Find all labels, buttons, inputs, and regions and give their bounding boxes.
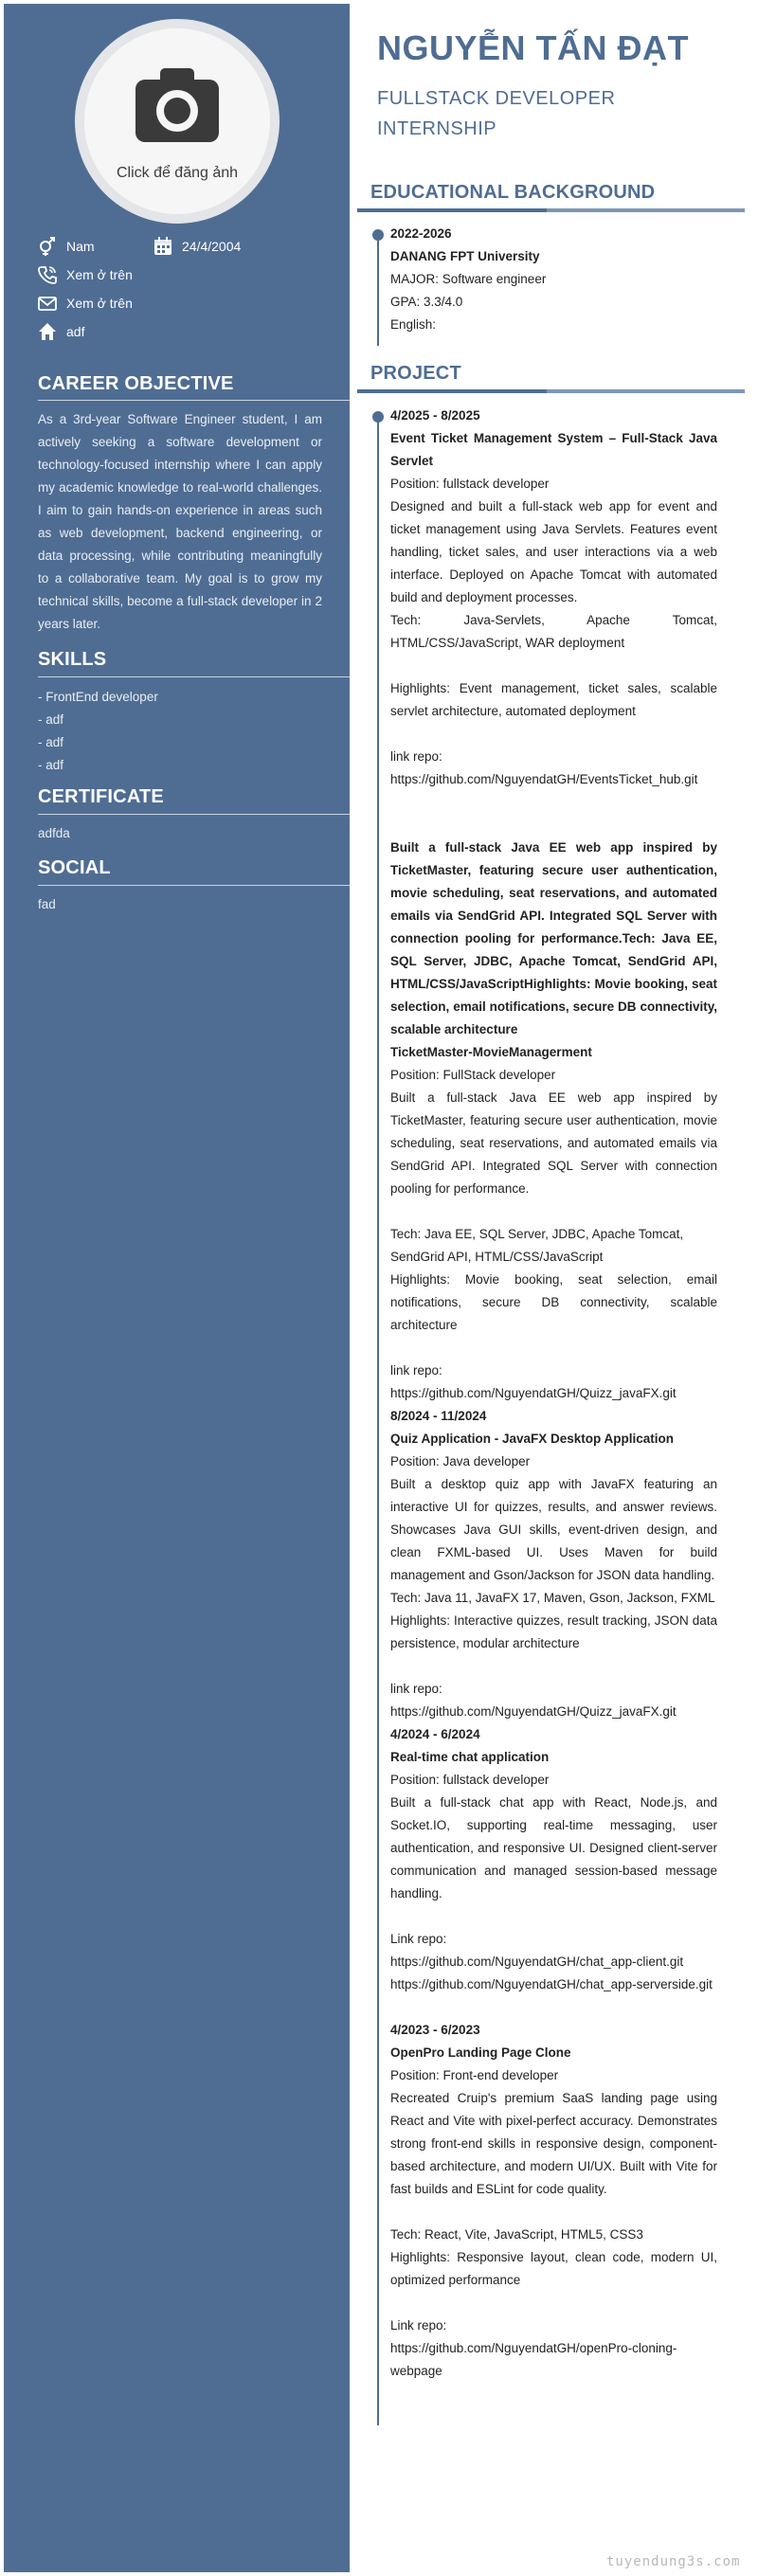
- phone-icon: [38, 265, 57, 284]
- certificate-heading: CERTIFICATE: [38, 786, 164, 807]
- calendar-icon: [153, 237, 172, 256]
- social-text: fad: [38, 897, 56, 911]
- project-repo-label: Link repo:: [390, 1932, 447, 1946]
- project-period: 8/2024 - 11/2024: [390, 1409, 487, 1423]
- project-repo-label: link repo:: [390, 1363, 442, 1378]
- candidate-role: FULLSTACK DEVELOPER INTERNSHIP: [377, 88, 616, 139]
- birthday-row: [153, 237, 241, 256]
- project-name: OpenPro Landing Page Clone: [390, 2045, 571, 2060]
- email-row: [38, 294, 133, 313]
- project-heading: PROJECT: [370, 363, 461, 384]
- project-repo-label: link repo:: [390, 749, 442, 764]
- skills-divider: [38, 676, 350, 677]
- envelope-icon: [38, 294, 57, 313]
- education-divider: [357, 208, 745, 212]
- project-repo-link[interactable]: https://github.com/NguyendatGH/EventsTicket_hub.git: [390, 772, 698, 786]
- avatar-upload-label: Click để đăng ảnh: [116, 165, 239, 181]
- skills-list: [38, 686, 322, 777]
- avatar[interactable]: [75, 19, 280, 224]
- career-objective-text: As a 3rd-year Software Engineer student, I am actively seeking a software development or technology-focused internship where I can apply my academic knowledge to real-world challenges. I aim to gain hands-on experience in areas such as web development, backend engineering, or data processing, while contributing meaningfully to a collaborative team. My goal is to grow my technical skills, become a full-stack developer in 2 years later.: [38, 412, 322, 631]
- skill-item: - adf: [38, 735, 64, 749]
- project-repo-link[interactable]: https://github.com/NguyendatGH/chat_app-serverside.git: [390, 1977, 713, 1991]
- home-icon: [38, 322, 57, 341]
- certificate-divider: [38, 814, 350, 815]
- address-value: adf: [66, 324, 85, 339]
- project-period: 4/2025 - 8/2025: [390, 408, 480, 423]
- social-divider: [38, 885, 350, 886]
- project-repo-label: link repo:: [390, 1682, 442, 1696]
- project-position: Position: Front-end developer: [390, 2068, 559, 2082]
- project-tech: Tech: Java 11, JavaFX 17, Maven, Gson, Jackson, FXML: [390, 1591, 715, 1605]
- project-name: TicketMaster-MovieManagerment: [390, 1045, 592, 1059]
- education-gpa: GPA: 3.3/4.0: [390, 295, 463, 309]
- skill-item: - FrontEnd developer: [38, 690, 158, 704]
- career-divider: [38, 400, 350, 401]
- gender-row: [38, 237, 95, 256]
- project-summary: Built a full-stack Java EE web app inspired by TicketMaster, featuring secure user authentication, movie scheduling, seat reservations, and automated emails via SendGrid API. Integrated SQL Server with connection pooling for performance.Tech: Java EE, SQL Server, JDBC, Apache Tomcat, SendGrid API, HTML/CSS/JavaScriptHighlights: Movie booking, seat selection, email notifications, secure DB connectivity, scalable architecture: [390, 840, 717, 1036]
- phone-value: Xem ở trên: [66, 267, 133, 282]
- project-highlights: Highlights: Movie booking, seat selection, email notifications, secure DB connectivity, scalable architecture: [390, 1272, 717, 1332]
- skill-item: - adf: [38, 712, 64, 727]
- sidebar: [4, 4, 350, 2572]
- education-timeline: [377, 232, 379, 346]
- email-value: Xem ở trên: [66, 296, 133, 311]
- project-tech: Tech: Java EE, SQL Server, JDBC, Apache Tomcat, SendGrid API, HTML/CSS/JavaScript: [390, 1227, 684, 1264]
- certificate-text: adfda: [38, 826, 70, 840]
- phone-row: [38, 265, 133, 284]
- project-highlights: Highlights: Interactive quizzes, result tracking, JSON data persistence, modular architecture: [390, 1613, 717, 1650]
- project-description: Recreated Cruip's premium SaaS landing page using React and Vite with pixel-perfect accuracy. Demonstrates strong front-end skills in responsive design, component-based architecture, and modern UI/UX. Built with Vite for fast builds and ESLint for code quality.: [390, 2091, 717, 2196]
- project-position: Position: Java developer: [390, 1454, 531, 1468]
- social-heading: SOCIAL: [38, 857, 111, 878]
- project-highlights: Highlights: Responsive layout, clean code, modern UI, optimized performance: [390, 2250, 717, 2287]
- career-objective-heading: CAREER OBJECTIVE: [38, 373, 234, 394]
- project-repo-label: Link repo:: [390, 2318, 447, 2333]
- project-repo-link[interactable]: https://github.com/NguyendatGH/openPro-cloning-webpage: [390, 2341, 677, 2378]
- gender-value: Nam: [66, 239, 95, 254]
- project-description: Built a desktop quiz app with JavaFX featuring an interactive UI for quizzes, results, and answer reviews. Showcases Java GUI skills, event-driven design, and clean FXML-based UI. Uses Maven for build management and Gson/Jackson for JSON data handling.: [390, 1477, 717, 1582]
- project-repo-link[interactable]: https://github.com/NguyendatGH/chat_app-client.git: [390, 1955, 684, 1969]
- education-heading: EDUCATIONAL BACKGROUND: [370, 182, 656, 203]
- project-period: 4/2024 - 6/2024: [390, 1727, 480, 1741]
- avatar-upload-area[interactable]: [84, 28, 270, 214]
- education-major: MAJOR: Software engineer: [390, 272, 547, 286]
- project-repo-link[interactable]: https://github.com/NguyendatGH/Quizz_javaFX.git: [390, 1386, 677, 1400]
- project-highlights: Highlights: Event management, ticket sales, scalable servlet architecture, automated deployment: [390, 681, 717, 718]
- candidate-name: NGUYỄN TẤN ĐẠT: [377, 28, 689, 67]
- project-position: Position: fullstack developer: [390, 1773, 550, 1787]
- project-tech: Tech: React, Vite, JavaScript, HTML5, CSS3: [390, 2227, 643, 2242]
- project-position: Position: fullstack developer: [390, 477, 550, 491]
- gender-icon: [38, 237, 57, 256]
- project-tech: Tech: Java-Servlets, Apache Tomcat, HTML/CSS/JavaScript, WAR deployment: [390, 613, 717, 650]
- timeline-dot: [372, 229, 384, 241]
- project-repo-link[interactable]: https://github.com/NguyendatGH/Quizz_javaFX.git: [390, 1704, 677, 1719]
- project-description: Built a full-stack chat app with React, Node.js, and Socket.IO, supporting real-time messaging, user authentication, and responsive UI. Designed client-server communication and managed session-based message handling.: [390, 1795, 717, 1900]
- skills-heading: SKILLS: [38, 649, 107, 670]
- skill-item: - adf: [38, 758, 64, 772]
- project-position: Position: FullStack developer: [390, 1068, 556, 1082]
- education-period: 2022-2026: [390, 226, 452, 241]
- education-school: DANANG FPT University: [390, 249, 540, 263]
- watermark: tuyendung3s.com: [606, 2554, 741, 2569]
- project-period: 4/2023 - 6/2023: [390, 2023, 480, 2037]
- education-english: English:: [390, 317, 437, 332]
- project-name: Quiz Application - JavaFX Desktop Application: [390, 1432, 675, 1446]
- project-list: [390, 405, 717, 2383]
- project-description: Designed and built a full-stack web app for event and ticket management using Java Servlets. Features event handling, ticket sales, and user interactions via a web interface. Deployed on Apache Tomcat with automated build and deployment processes.: [390, 499, 717, 604]
- camera-icon: [132, 61, 223, 152]
- education-entry: [390, 223, 717, 336]
- project-description: Built a full-stack Java EE web app inspired by TicketMaster, featuring secure user authentication, movie scheduling, seat reservations, and automated emails via SendGrid API. Integrated SQL Server with connection pooling for performance.: [390, 1090, 717, 1196]
- address-row: [38, 322, 84, 341]
- project-divider: [357, 389, 745, 393]
- project-name: Event Ticket Management System – Full-Stack Java Servlet: [390, 431, 717, 468]
- timeline-dot: [372, 411, 384, 423]
- project-name: Real-time chat application: [390, 1750, 550, 1764]
- birthday-value: 24/4/2004: [182, 239, 242, 254]
- project-timeline: [377, 415, 379, 2425]
